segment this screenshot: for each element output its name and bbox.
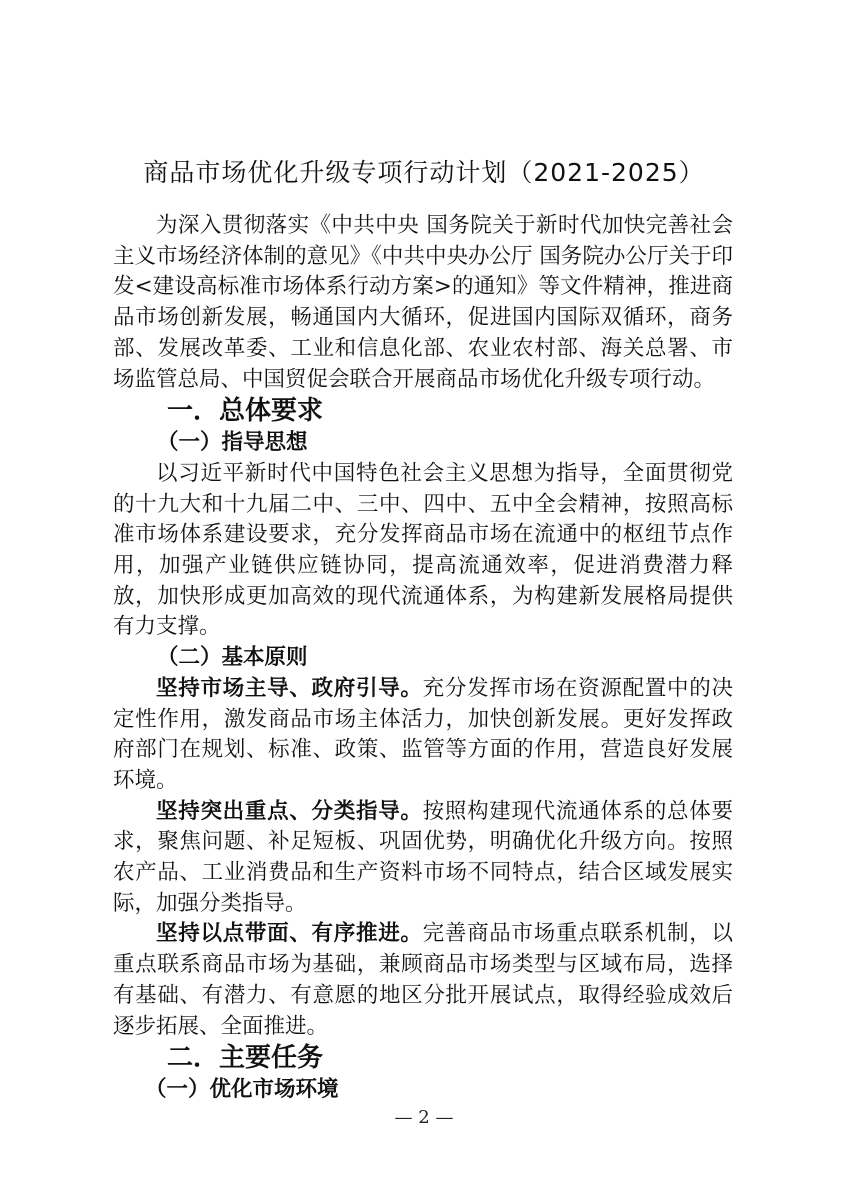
subsection-heading-basic-principles: （二）基本原则 — [157, 645, 308, 671]
section-heading-general-requirements: 一．总体要求 — [167, 396, 324, 427]
principle-text: 按照构建现代流通体系的总体要求，聚焦问题、补足短板、巩固优势，明确优化升级方向。按照农产品、工业消费品和生产资料市场不同特点，结合区域发展实际，加强分类指导。 — [113, 798, 733, 916]
section-heading-main-tasks: 二．主要任务 — [167, 1043, 324, 1074]
principle-lead: 坚持市场主导、政府引导。 — [156, 675, 423, 701]
principle-text: 完善商品市场重点联系机制，以重点联系商品市场为基础，兼顾商品市场类型与区域布局，选择有基础、有潜力、有意愿的地区分批开展试点，取得经验成效后逐步拓展、全面推进。 — [113, 921, 733, 1039]
subsection-heading-optimize-market-environment: （一）优化市场环境 — [145, 1077, 339, 1103]
principle-lead: 坚持突出重点、分类指导。 — [156, 798, 423, 824]
guiding-ideology-paragraph: 以习近平新时代中国特色社会主义思想为指导，全面贯彻党的十九大和十九届二中、三中、四中、五中全会精神，按照高标准市场体系建设要求，充分发挥商品市场在流通中的枢纽节点作用，加强产业链供应链协同，提高流通效率，促进消费潜力释放，加快形成更加高效的现代流通体系，为构建新发展格局提供有力支撑。 — [113, 460, 733, 640]
subsection-heading-guiding-ideology: （一）指导思想 — [157, 430, 308, 456]
principle-paragraph — [113, 674, 733, 797]
principle-paragraph — [113, 797, 733, 920]
principle-text: 充分发挥市场在资源配置中的决定性作用，激发商品市场主体活力，加快创新发展。更好发挥政府部门在规划、标准、政策、监管等方面的作用，营造良好发展环境。 — [113, 675, 733, 793]
principle-paragraph — [113, 919, 733, 1042]
intro-paragraph: 为深入贯彻落实《中共中央 国务院关于新时代加快完善社会主义市场经济体制的意见》《中共中央办公厅 国务院办公厅关于印发<建设高标准市场体系行动方案>的通知》等文件精神，推进商品市场创新发展，畅通国内大循环，促进国内国际双循环，商务部、发展改革委、工业和信息化部、农业农村部、海关总署、市场监管总局、中国贸促会联合开展商品市场优化升级专项行动。 — [113, 213, 733, 392]
page-number: — 2 — — [394, 1107, 454, 1128]
document-body — [113, 211, 733, 1106]
document-title: 商品市场优化升级专项行动计划（2021-2025） — [143, 158, 705, 187]
principle-lead: 坚持以点带面、有序推进。 — [156, 921, 423, 947]
